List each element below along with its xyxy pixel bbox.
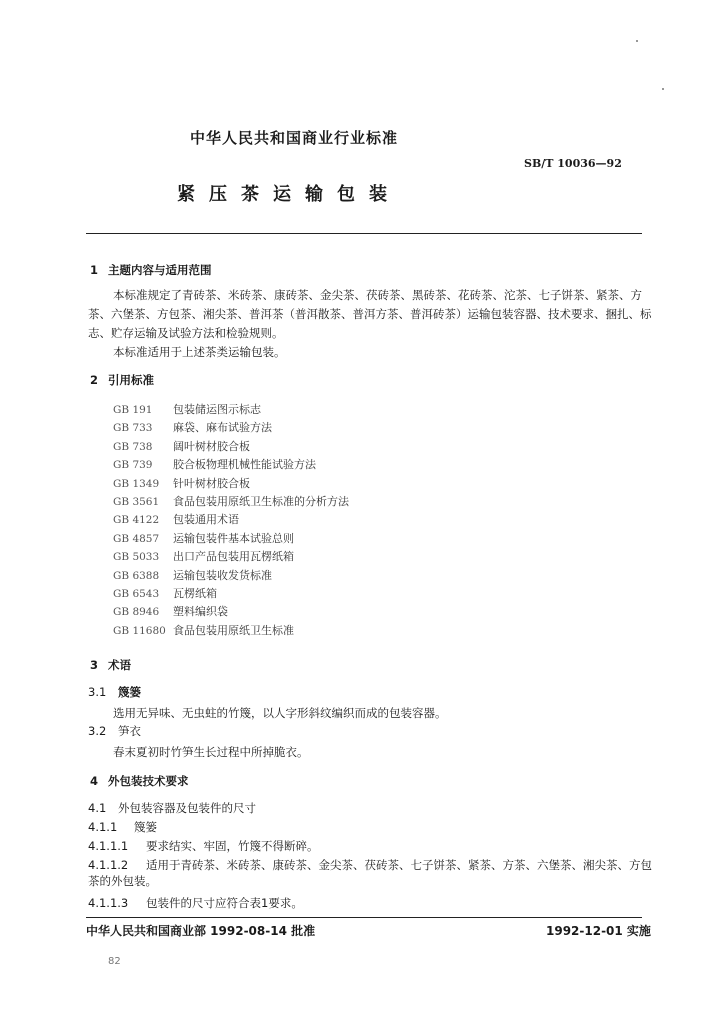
referenced-standard-item	[113, 456, 316, 472]
referenced-standard-item	[113, 603, 228, 619]
clause-number: 4.1.1.1	[88, 839, 129, 853]
section-number: 1	[90, 263, 99, 277]
referenced-standard-item	[113, 401, 261, 417]
standard-name: 阔叶树材胶合板	[173, 439, 250, 453]
clause-number: 3.1	[88, 685, 107, 699]
referenced-standard-item	[113, 585, 217, 601]
standard-name: 运输包装收发货标准	[173, 568, 272, 582]
page-number: 82	[108, 956, 121, 967]
section-number: 2	[90, 373, 99, 387]
clause-number: 4.1.1	[88, 820, 118, 834]
header-rule	[86, 233, 642, 234]
standard-name: 出口产品包装用瓦楞纸箱	[173, 550, 294, 564]
section-number: 3	[90, 658, 99, 672]
standard-name: 麻袋、麻布试验方法	[173, 421, 272, 435]
clause-4-1	[88, 800, 256, 816]
issuing-authority: 中华人民共和国商业行业标准	[190, 129, 399, 147]
referenced-standard-item	[113, 511, 239, 527]
section-1-para-line: 本标准规定了青砖茶、米砖茶、康砖茶、金尖茶、茯砖茶、黑砖茶、花砖茶、沱茶、七子饼茶、紧茶、方	[113, 288, 642, 302]
section-title: 外包装技术要求	[108, 774, 189, 788]
effective-date: 1992-12-01 实施	[546, 924, 651, 938]
referenced-standard-item	[113, 567, 272, 583]
standard-name: 运输包装件基本试验总则	[173, 531, 294, 545]
section-2-heading	[90, 372, 154, 388]
section-number: 4	[90, 774, 99, 788]
clause-number: 3.2	[88, 724, 107, 738]
section-1-para-line: 茶、六堡茶、方包茶、湘尖茶、普洱茶（普洱散茶、普洱方茶、普洱砖茶）运输包装容器、技术要求、捆扎、标	[88, 307, 652, 321]
clause-4-1-1-2-continued: 茶的外包装。	[88, 874, 157, 888]
standard-code: SB/T 10036—92	[524, 157, 622, 170]
document-title: 紧压茶运输包装	[177, 184, 401, 205]
section-title: 主题内容与适用范围	[108, 263, 212, 277]
standard-name: 塑料编织袋	[173, 605, 228, 619]
term-3-2-definition: 春末夏初时竹笋生长过程中所掉脆衣。	[113, 745, 309, 759]
scan-speck	[636, 40, 638, 42]
section-3-heading	[90, 657, 131, 673]
term-3-2	[88, 723, 141, 739]
approval-line: 中华人民共和国商业部 1992-08-14 批准	[86, 924, 316, 938]
clause-text: 适用于青砖茶、米砖茶、康砖茶、金尖茶、茯砖茶、七子饼茶、紧茶、方茶、六堡茶、湘尖茶、方包	[146, 858, 652, 872]
section-title: 引用标准	[108, 373, 154, 387]
clause-text: 包装件的尺寸应符合表1要求。	[146, 896, 303, 910]
standard-code: GB 4857	[113, 532, 160, 545]
clause-number: 4.1.1.2	[88, 858, 129, 872]
standard-code: GB 191	[113, 404, 153, 416]
referenced-standard-item	[113, 530, 294, 546]
term-name: 篾篓	[118, 685, 141, 699]
section-1-para-line: 志、贮存运输及试验方法和检验规则。	[88, 326, 284, 340]
referenced-standard-item	[113, 438, 250, 454]
referenced-standard-item	[113, 419, 272, 435]
standard-code: GB 1349	[113, 477, 160, 490]
scan-speck	[662, 88, 664, 90]
section-title: 术语	[108, 658, 131, 672]
standard-code: GB 733	[113, 422, 153, 435]
standard-code: GB 3561	[113, 496, 160, 508]
term-name: 笋衣	[118, 724, 141, 738]
standard-code: GB 739	[113, 459, 153, 472]
standard-code: GB 5033	[113, 551, 160, 564]
standard-name: 包装通用术语	[173, 513, 239, 527]
standard-name: 食品包装用原纸卫生标准	[173, 623, 294, 637]
term-3-1	[88, 684, 141, 700]
referenced-standard-item	[113, 493, 349, 509]
standard-name: 瓦楞纸箱	[173, 587, 217, 600]
clause-text: 要求结实、牢固，竹篾不得断碎。	[146, 839, 319, 853]
referenced-standard-item	[113, 475, 250, 491]
referenced-standard-item	[113, 548, 294, 564]
clause-number: 4.1.1.3	[88, 896, 129, 910]
section-1-scope: 本标准适用于上述茶类运输包装。	[113, 345, 286, 359]
clause-number: 4.1	[88, 801, 107, 815]
standard-code: GB 4122	[113, 514, 160, 527]
clause-4-1-1-3	[88, 895, 303, 911]
standard-name: 包装储运图示标志	[173, 403, 261, 416]
footer-rule	[86, 917, 642, 918]
standard-code: GB 11680	[113, 624, 166, 637]
clause-text: 外包装容器及包装件的尺寸	[118, 801, 256, 815]
section-1-heading	[90, 262, 212, 278]
clause-4-1-1-2	[88, 857, 652, 873]
standard-code: GB 8946	[113, 606, 160, 619]
term-3-1-definition: 选用无异味、无虫蛀的竹篾，以人字形斜纹编织而成的包装容器。	[113, 706, 447, 720]
standard-code: GB 738	[113, 440, 153, 453]
section-4-heading	[90, 773, 189, 789]
standard-name: 食品包装用原纸卫生标准的分析方法	[173, 495, 349, 508]
standard-name: 针叶树材胶合板	[173, 476, 250, 490]
clause-4-1-1-1	[88, 838, 319, 854]
clause-4-1-1	[88, 819, 157, 835]
standard-code: GB 6543	[113, 588, 160, 600]
clause-text: 篾篓	[134, 820, 157, 834]
standard-code: GB 6388	[113, 569, 160, 582]
standard-name: 胶合板物理机械性能试验方法	[173, 458, 316, 472]
referenced-standard-item	[113, 622, 294, 638]
